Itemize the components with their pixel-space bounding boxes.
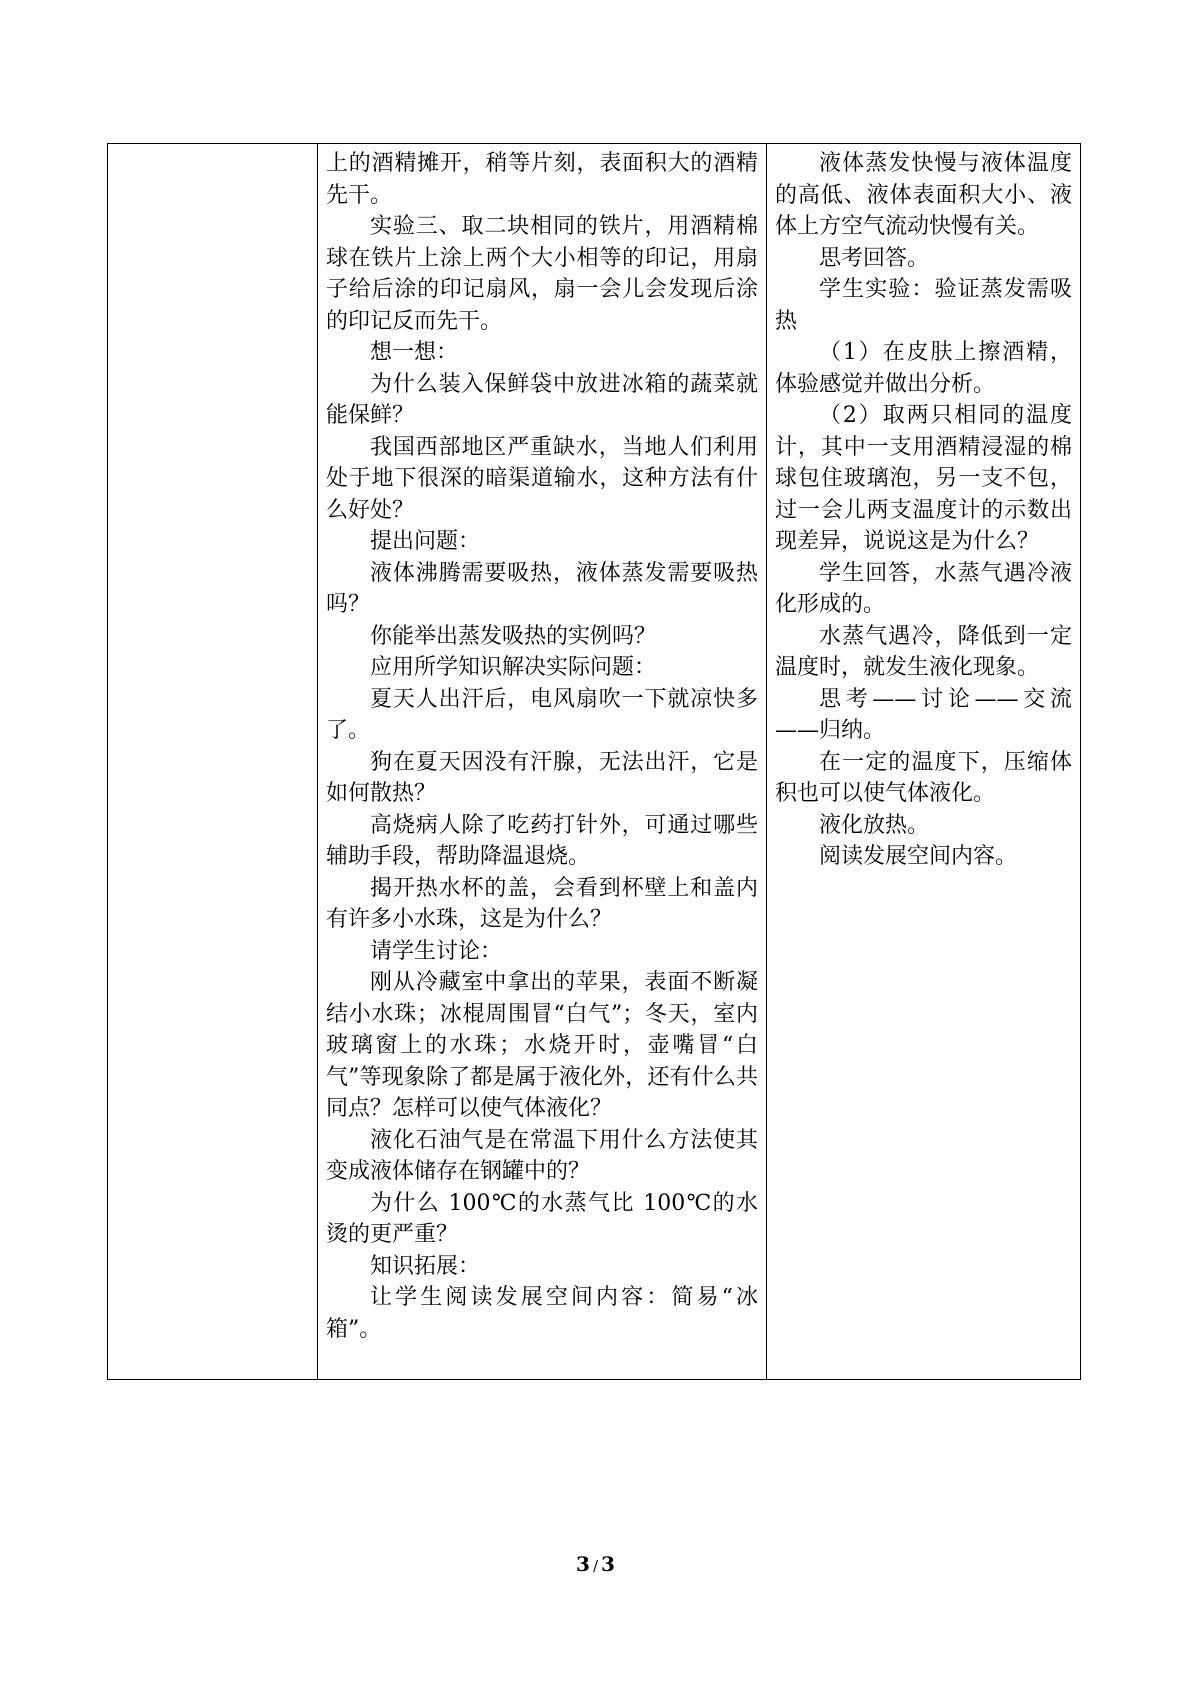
paragraph: 为什么 100℃的水蒸气比 100℃的水烫的更严重？ bbox=[326, 1190, 758, 1247]
paragraph: 我国西部地区严重缺水，当地人们利用处于地下很深的暗渠道输水，这种方法有什么好处？ bbox=[326, 434, 758, 523]
teacher-activity-cell bbox=[318, 144, 767, 1380]
paragraph: 学生实验：验证蒸发需吸热 bbox=[775, 277, 1072, 334]
paragraph: 液化石油气是在常温下用什么方法使其变成液体储存在钢罐中的？ bbox=[326, 1127, 758, 1184]
paragraph: 夏天人出汗后，电风扇吹一下就凉快多了。 bbox=[326, 686, 758, 743]
paragraph: 实验三、取二块相同的铁片，用酒精棉球在铁片上涂上两个大小相等的印记，用扇子给后涂的印记扇风，扇一会儿会发现后涂的印记反而先干。 bbox=[326, 214, 758, 334]
paragraph: 你能举出蒸发吸热的实例吗？ bbox=[370, 623, 657, 649]
page-number-separator: / bbox=[592, 1557, 599, 1575]
paragraph: 在一定的温度下，压缩体积也可以使气体液化。 bbox=[775, 749, 1072, 806]
paragraph: 揭开热水杯的盖，会看到杯壁上和盖内有许多小水珠，这是为什么？ bbox=[326, 875, 758, 932]
paragraph: 液体沸腾需要吸热，液体蒸发需要吸热吗？ bbox=[326, 560, 758, 617]
paragraph: 思考回答。 bbox=[819, 245, 930, 271]
paragraph: 狗在夏天因没有汗腺，无法出汗，它是如何散热？ bbox=[326, 749, 758, 806]
paragraph: 液化放热。 bbox=[819, 812, 930, 838]
paragraph: 让学生阅读发展空间内容：简易“冰箱”。 bbox=[326, 1285, 758, 1342]
student-activity-content bbox=[767, 144, 1080, 873]
student-activity-cell bbox=[767, 144, 1081, 1380]
paragraph: 高烧病人除了吃药打针外，可通过哪些辅助手段，帮助降温退烧。 bbox=[326, 812, 758, 869]
methods-column-content bbox=[108, 144, 317, 148]
current-page-number: 3 bbox=[576, 1552, 590, 1576]
teacher-activity-content bbox=[318, 144, 766, 1345]
total-page-number: 3 bbox=[601, 1552, 615, 1576]
methods-column-cell bbox=[108, 144, 318, 1380]
page-number bbox=[0, 1552, 1191, 1576]
paragraph: 刚从冷藏室中拿出的苹果，表面不断凝结小水珠；冰棍周围冒“白气”；冬天，室内玻璃窗上的水珠；水烧开时，壶嘴冒“白气”等现象除了都是属于液化外，还有什么共同点？怎样可以使气体液化？ bbox=[326, 970, 758, 1121]
table-row bbox=[108, 144, 1081, 1380]
paragraph: 请学生讨论： bbox=[370, 938, 503, 964]
paragraph: 上的酒精摊开，稍等片刻，表面积大的酒精先干。 bbox=[326, 151, 758, 208]
paragraph: 学生回答，水蒸气遇冷液化形成的。 bbox=[775, 560, 1072, 617]
paragraph: 提出问题： bbox=[370, 529, 481, 554]
paragraph: 为什么装入保鲜袋中放进冰箱的蔬菜就能保鲜？ bbox=[326, 371, 758, 428]
paragraph: （2）取两只相同的温度计，其中一支用酒精浸湿的棉球包住玻璃泡，另一支不包，过一会儿两支温度计的示数出现差异，说说这是为什么？ bbox=[775, 403, 1072, 554]
paragraph: 液体蒸发快慢与液体温度的高低、液体表面积大小、液体上方空气流动快慢有关。 bbox=[775, 151, 1072, 239]
paragraph: 知识拓展： bbox=[370, 1253, 481, 1279]
paragraph: （1）在皮肤上擦酒精，体验感觉并做出分析。 bbox=[775, 340, 1072, 397]
paragraph: 思考——讨论——交流——归纳。 bbox=[775, 686, 1072, 743]
paragraph: 应用所学知识解决实际问题： bbox=[370, 655, 657, 680]
lesson-plan-table bbox=[107, 143, 1081, 1380]
paragraph: 想一想： bbox=[370, 340, 459, 365]
paragraph: 水蒸气遇冷，降低到一定温度时，就发生液化现象。 bbox=[775, 623, 1072, 680]
paragraph: 阅读发展空间内容。 bbox=[819, 844, 1018, 869]
